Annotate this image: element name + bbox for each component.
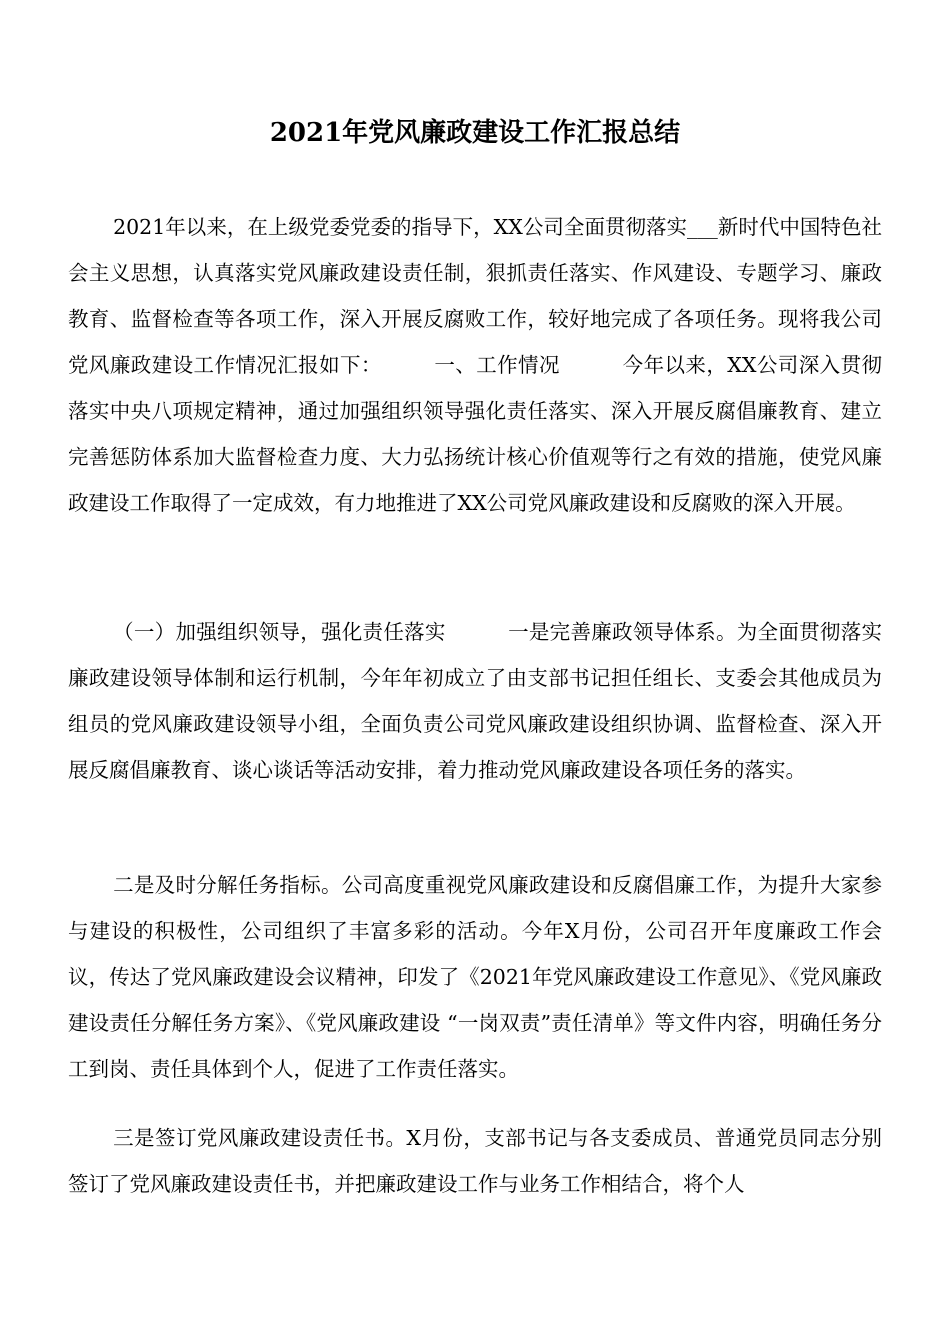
paragraph-task-breakdown: 二是及时分解任务指标。公司高度重视党风廉政建设和反腐倡廉工作，为提升大家参与建设的积极性，公司组织了丰富多彩的活动。今年X月份，公司召开年度廉政工作会议，传达了党风廉政建设会议精神，印发了《2021年党风廉政建设工作意见》、《党风廉政建设责任分解任务方案》、《党风廉政建设 “一岗双责”责任清单》等文件内容，明确任务分工到岗、责任具体到个人，促进了工作责任落实。 (68, 873, 882, 1081)
paragraph-intro: 2021年以来，在上级党委党委的指导下，XX公司全面贯彻落实___新时代中国特色社会主义思想，认真落实党风廉政建设责任制，狠抓责任落实、作风建设、专题学习、廉政教育、监督检查等各项工作，深入开展反腐败工作，较好地完成了各项任务。现将我公司党风廉政建设工作情况汇报如下： 一、工作情况 今年以来，XX公司深入贯彻落实中央八项规定精神，通过加强组织领导强化责任落实、深入开展反腐倡廉教育、建立完善惩防体系加大监督检查力度、大力弘扬统计核心价值观等行之有效的措施，使党风廉政建设工作取得了一定成效，有力地推进了XX公司党风廉政建设和反腐败的深入开展。 (68, 215, 882, 515)
document-title: 2021年党风廉政建设工作汇报总结 (269, 118, 681, 149)
paragraph-responsibility-letter: 三是签订党风廉政建设责任书。X月份，支部书记与各支委成员、普通党员同志分别签订了党风廉政建设责任书，并把廉政建设工作与业务工作相结合，将个人 (68, 1126, 882, 1196)
paragraph-organization: （一）加强组织领导，强化责任落实 一是完善廉政领导体系。为全面贯彻落实廉政建设领导体制和运行机制，今年年初成立了由支部书记担任组长、支委会其他成员为组员的党风廉政建设领导小组，全面负责公司党风廉政建设组织协调、监督检查、深入开展反腐倡廉教育、谈心谈话等活动安排，着力推动党风廉政建设各项任务的落实。 (68, 620, 882, 782)
